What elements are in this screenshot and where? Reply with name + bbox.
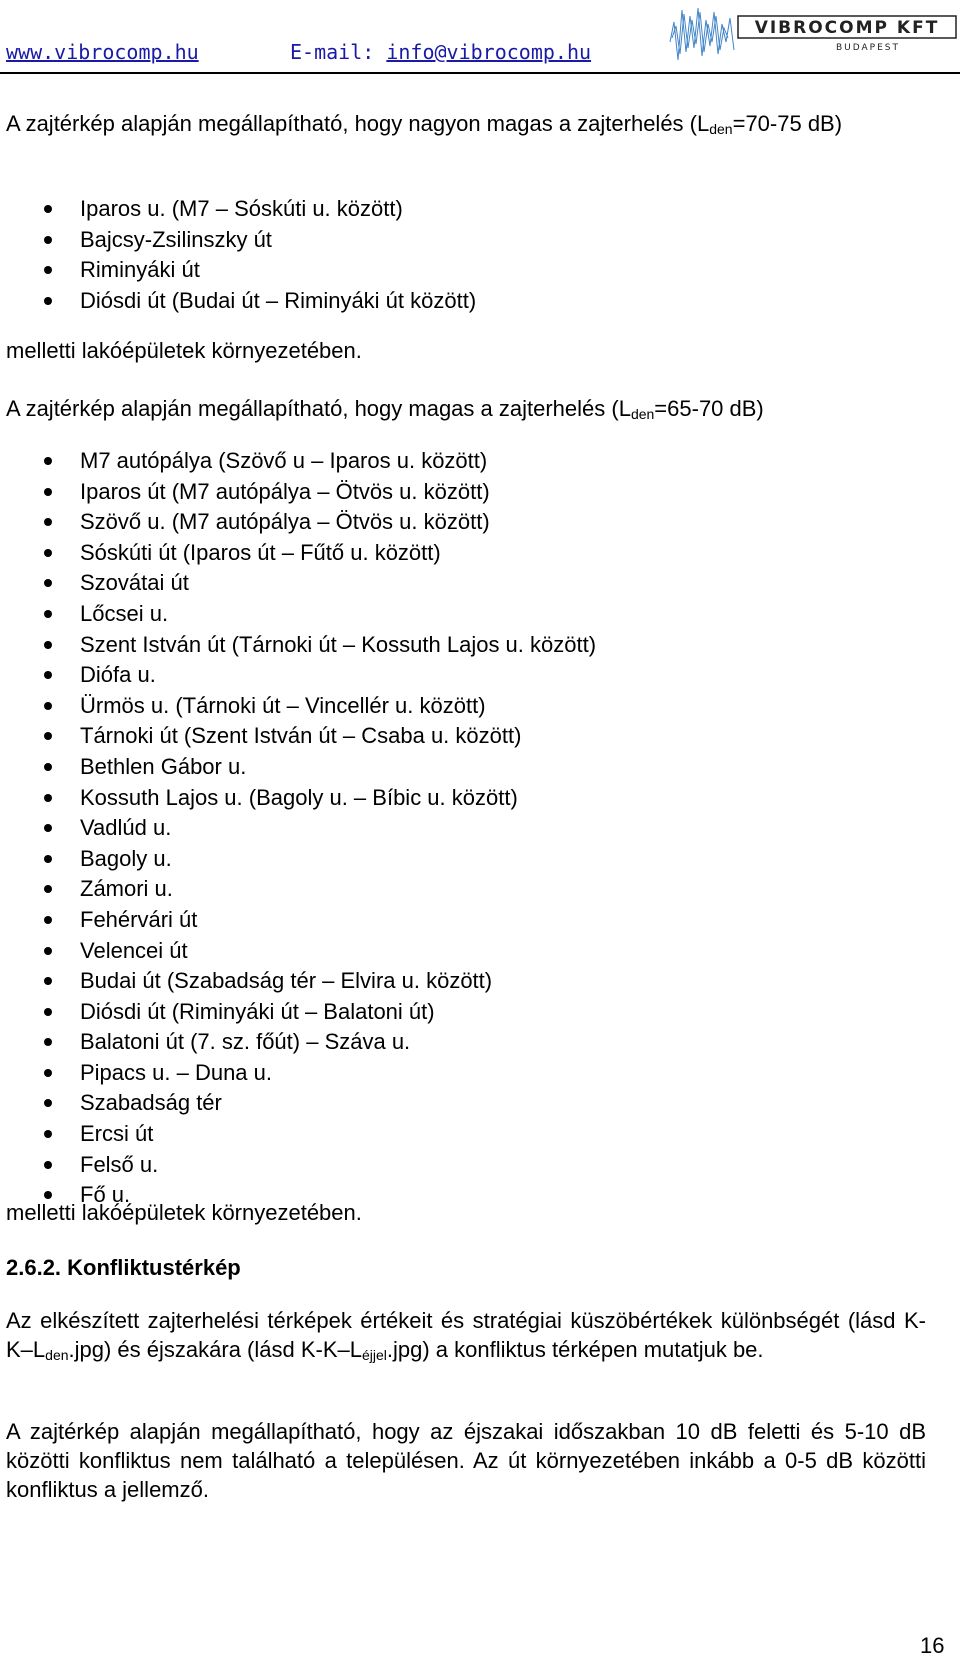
bullet-icon	[44, 855, 52, 863]
list-item-text: Riminyáki út	[80, 257, 200, 283]
bullet-icon	[44, 1069, 52, 1077]
street-list-medium	[0, 446, 596, 1211]
paragraph-after-list2: melletti lakóépületek környezetében.	[6, 1200, 362, 1225]
logo-text: VIBROCOMP KFT	[754, 18, 940, 38]
paragraph-medium-noise: A zajtérkép alapján megállapítható, hogy magas a zajterhelés ($L_{den}=65-70$ dB)	[6, 396, 764, 422]
list-item-text: Sóskúti út (Iparos út – Fűtő u. között)	[80, 539, 441, 565]
list-item	[0, 874, 596, 905]
list-item-text: Szent István út (Tárnoki út – Kossuth Lajos u. között)	[80, 631, 597, 657]
list-item	[0, 783, 596, 814]
bullet-icon	[44, 1130, 52, 1138]
page-number: 16	[920, 1633, 945, 1658]
list-item-text: Iparos út (M7 autópálya – Ötvös u. között)	[80, 478, 490, 504]
list-item	[0, 660, 596, 691]
list-item-text: Ercsi út	[80, 1121, 154, 1147]
list-item-text: M7 autópálya (Szövő u – Iparos u. között)	[80, 448, 488, 473]
list-item-text: Fehérvári út	[80, 906, 198, 932]
bullet-icon	[44, 732, 52, 740]
list-item-text: Lőcsei u.	[80, 600, 169, 626]
list-item	[0, 844, 596, 875]
page-header	[0, 0, 960, 72]
section-heading: 2.6.2. Konfliktustérkép	[6, 1255, 241, 1280]
list-item	[0, 691, 596, 722]
bullet-icon	[44, 488, 52, 496]
bullet-icon	[44, 671, 52, 679]
list-item	[0, 477, 596, 508]
list-item-text: Fő u.	[80, 1182, 131, 1208]
bullet-icon	[44, 947, 52, 955]
bullet-icon	[44, 763, 52, 771]
bullet-icon	[44, 1161, 52, 1169]
bullet-icon	[44, 1099, 52, 1107]
list-item	[0, 225, 476, 256]
paragraph-high-noise: A zajtérkép alapján megállapítható, hogy nagyon magas a zajterhelés ($L_{den}=70-75$ dB)	[6, 111, 843, 137]
bullet-icon	[44, 1038, 52, 1046]
list-item-text: Diósdi út (Budai út – Riminyáki út között)	[80, 287, 477, 313]
bullet-icon	[44, 266, 52, 274]
list-item-text: Zámori u.	[80, 876, 173, 902]
list-item	[0, 1027, 596, 1058]
list-item-text: Balatoni út (7. sz. főút) – Száva u.	[80, 1029, 411, 1055]
list-item	[0, 752, 596, 783]
list-item	[0, 936, 596, 967]
list-item	[0, 1119, 596, 1150]
bullet-icon	[44, 610, 52, 618]
list-item-text: Felső u.	[80, 1151, 159, 1177]
list-item-text: Diófa u.	[80, 662, 156, 688]
list-item	[0, 599, 596, 630]
bullet-icon	[44, 457, 52, 465]
logo-subtext: BUDAPEST	[835, 43, 901, 53]
bullet-icon	[44, 794, 52, 802]
list-item-text: Diósdi út (Riminyáki út – Balatoni út)	[80, 998, 435, 1024]
list-item-text: Bajcsy-Zsilinszky út	[80, 226, 272, 252]
list-item	[0, 446, 596, 477]
bullet-icon	[44, 236, 52, 244]
header-rule	[0, 72, 960, 74]
list-item	[0, 507, 596, 538]
bullet-icon	[44, 641, 52, 649]
list-item	[0, 813, 596, 844]
website-link[interactable]: www.vibrocomp.hu	[6, 40, 199, 64]
bullet-icon	[44, 824, 52, 832]
company-logo	[668, 2, 958, 68]
list-item	[0, 568, 596, 599]
list-item	[0, 721, 596, 752]
list-item-text: Vadlúd u.	[80, 815, 172, 841]
list-item-text: Ürmös u. (Tárnoki út – Vincellér u. között)	[80, 692, 486, 718]
street-list-high	[0, 194, 476, 316]
list-item	[0, 997, 596, 1028]
list-item-text: Pipacs u. – Duna u.	[80, 1059, 273, 1085]
list-item-text: Szovátai út	[80, 570, 189, 596]
email-link[interactable]: info@vibrocomp.hu	[386, 40, 592, 64]
paragraph-conflict-map: Az elkészített zajterhelési térképek értékeit és stratégiai küszöbértékek különbségét (lásd $K-K-L_{den}.jpg$) és éjszakára (lásd $K-K-L_{éjjel}.jpg$) a konfliktus térképen mutatjuk be.	[6, 1308, 926, 1363]
list-item-text: Kossuth Lajos u. (Bagoly u. – Bíbic u. között)	[80, 784, 518, 810]
list-item-text: Szabadság tér	[80, 1090, 222, 1116]
bullet-icon	[44, 579, 52, 587]
paragraph-after-list1: melletti lakóépületek környezetében.	[6, 338, 362, 363]
bullet-icon	[44, 1008, 52, 1016]
list-item	[0, 1088, 596, 1119]
list-item	[0, 1150, 596, 1181]
list-item	[0, 630, 596, 661]
bullet-icon	[44, 297, 52, 305]
list-item-text: Tárnoki út (Szent István út – Csaba u. között)	[80, 723, 522, 749]
list-item	[0, 286, 476, 317]
list-item	[0, 194, 476, 225]
bullet-icon	[44, 977, 52, 985]
list-item-text: Bethlen Gábor u.	[80, 753, 247, 779]
email-block	[290, 40, 591, 64]
bullet-icon	[44, 205, 52, 213]
bullet-icon	[44, 518, 52, 526]
list-item-text: Szövő u. (M7 autópálya – Ötvös u. között)	[80, 509, 490, 535]
list-item	[0, 905, 596, 936]
list-item	[0, 538, 596, 569]
bullet-icon	[44, 702, 52, 710]
list-item-text: Iparos u. (M7 – Sóskúti u. között)	[80, 196, 403, 221]
bullet-icon	[44, 885, 52, 893]
list-item-text: Bagoly u.	[80, 845, 172, 871]
list-item	[0, 966, 596, 997]
list-item-text: Budai út (Szabadság tér – Elvira u. között)	[80, 968, 493, 994]
email-label: E-mail:	[290, 40, 375, 64]
bullet-icon	[44, 549, 52, 557]
list-item	[0, 255, 476, 286]
list-item	[0, 1058, 596, 1089]
paragraph-conclusion: A zajtérkép alapján megállapítható, hogy az éjszakai időszakban 10 dB feletti és 5-10 dB közötti konfliktus nem található a településen. Az út környezetében inkább a 0-5 dB közötti konfliktus a jellemző.	[6, 1419, 926, 1502]
bullet-icon	[44, 916, 52, 924]
list-item-text: Velencei út	[80, 937, 188, 963]
